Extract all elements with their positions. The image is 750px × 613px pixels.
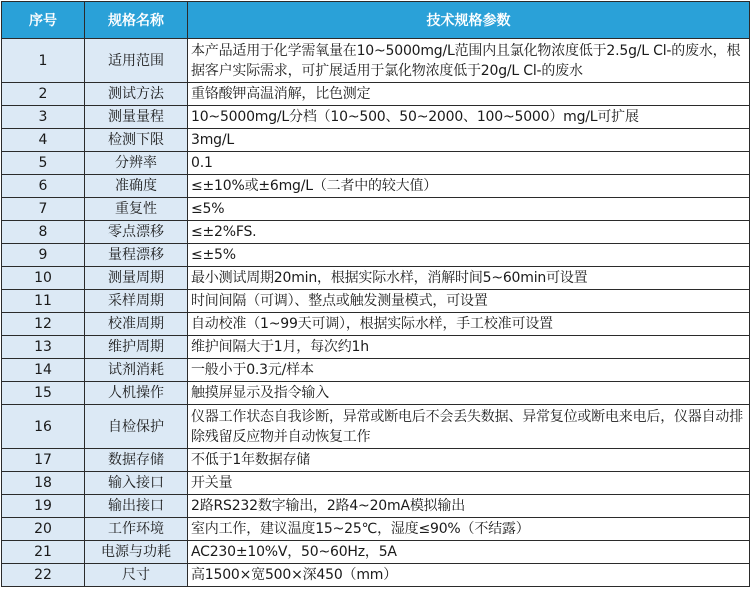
row-index: 16 — [2, 405, 85, 449]
table-row — [2, 198, 750, 221]
row-name: 准确度 — [85, 175, 188, 198]
row-desc: 0.1 — [188, 152, 750, 175]
table-row — [2, 472, 750, 495]
row-desc: 维护间隔大于1月，每次约1h — [188, 336, 750, 359]
row-name: 测试方法 — [85, 83, 188, 106]
row-name: 检测下限 — [85, 129, 188, 152]
row-name: 维护周期 — [85, 336, 188, 359]
row-index: 14 — [2, 359, 85, 382]
row-desc: ≤±10%或±6mg/L（二者中的较大值） — [188, 175, 750, 198]
row-index: 8 — [2, 221, 85, 244]
row-desc: 重铬酸钾高温消解，比色测定 — [188, 83, 750, 106]
table-row — [2, 290, 750, 313]
header-row — [2, 2, 750, 39]
table-row — [2, 244, 750, 267]
row-name: 重复性 — [85, 198, 188, 221]
row-index: 9 — [2, 244, 85, 267]
table-row — [2, 313, 750, 336]
row-name: 自检保护 — [85, 405, 188, 449]
table-row — [2, 564, 750, 587]
row-index: 1 — [2, 39, 85, 83]
row-name: 输入接口 — [85, 472, 188, 495]
header-name: 规格名称 — [85, 2, 188, 39]
row-name: 人机操作 — [85, 382, 188, 405]
row-index: 6 — [2, 175, 85, 198]
row-desc: 10~5000mg/L分档（10~500、50~2000、100~5000）mg/L可扩展 — [188, 106, 750, 129]
row-index: 10 — [2, 267, 85, 290]
header-index: 序号 — [2, 2, 85, 39]
row-name: 校准周期 — [85, 313, 188, 336]
row-index: 20 — [2, 518, 85, 541]
row-name: 测量周期 — [85, 267, 188, 290]
row-index: 7 — [2, 198, 85, 221]
row-index: 21 — [2, 541, 85, 564]
row-index: 19 — [2, 495, 85, 518]
row-desc: 3mg/L — [188, 129, 750, 152]
row-desc: 室内工作，建议温度15~25℃，湿度≤90%（不结露） — [188, 518, 750, 541]
row-desc: 开关量 — [188, 472, 750, 495]
table-row — [2, 382, 750, 405]
table-row — [2, 152, 750, 175]
row-desc: 自动校准（1~99天可调），根据实际水样，手工校准可设置 — [188, 313, 750, 336]
row-name: 输出接口 — [85, 495, 188, 518]
row-name: 尺寸 — [85, 564, 188, 587]
row-name: 试剂消耗 — [85, 359, 188, 382]
table-row — [2, 541, 750, 564]
row-index: 12 — [2, 313, 85, 336]
row-desc: 高1500×宽500×深450（mm） — [188, 564, 750, 587]
row-desc: 2路RS232数字输出，2路4~20mA模拟输出 — [188, 495, 750, 518]
row-desc: 不低于1年数据存储 — [188, 449, 750, 472]
row-desc: 最小测试周期20min，根据实际水样，消解时间5~60min可设置 — [188, 267, 750, 290]
row-name: 分辨率 — [85, 152, 188, 175]
row-index: 13 — [2, 336, 85, 359]
row-desc: ≤5% — [188, 198, 750, 221]
row-desc: ≤±5% — [188, 244, 750, 267]
row-desc: 一般小于0.3元/样本 — [188, 359, 750, 382]
row-index: 17 — [2, 449, 85, 472]
row-index: 5 — [2, 152, 85, 175]
table-row — [2, 221, 750, 244]
table-row — [2, 518, 750, 541]
row-name: 电源与功耗 — [85, 541, 188, 564]
row-name: 量程漂移 — [85, 244, 188, 267]
row-name: 适用范围 — [85, 39, 188, 83]
row-desc: 时间间隔（可调）、整点或触发测量模式，可设置 — [188, 290, 750, 313]
row-desc: 触摸屏显示及指令输入 — [188, 382, 750, 405]
row-desc: 仪器工作状态自我诊断，异常或断电后不会丢失数据、异常复位或断电来电后，仪器自动排除残留反应物并自动恢复工作 — [188, 405, 750, 449]
table-row — [2, 495, 750, 518]
spec-table — [1, 1, 750, 587]
row-name: 数据存储 — [85, 449, 188, 472]
row-index: 22 — [2, 564, 85, 587]
table-row — [2, 267, 750, 290]
table-row — [2, 106, 750, 129]
row-index: 11 — [2, 290, 85, 313]
table-row — [2, 175, 750, 198]
table-row — [2, 336, 750, 359]
row-name: 测量量程 — [85, 106, 188, 129]
row-index: 2 — [2, 83, 85, 106]
header-spec: 技术规格参数 — [188, 2, 750, 39]
row-index: 4 — [2, 129, 85, 152]
row-desc: 本产品适用于化学需氧量在10~5000mg/L范围内且氯化物浓度低于2.5g/L Cl-的废水，根据客户实际需求，可扩展适用于氯化物浓度低于20g/L Cl-的废水 — [188, 39, 750, 83]
row-index: 18 — [2, 472, 85, 495]
row-desc: ≤±2%FS. — [188, 221, 750, 244]
row-index: 15 — [2, 382, 85, 405]
table-row — [2, 405, 750, 449]
row-name: 采样周期 — [85, 290, 188, 313]
table-row — [2, 39, 750, 83]
row-name: 工作环境 — [85, 518, 188, 541]
row-desc: AC230±10%V，50~60Hz，5A — [188, 541, 750, 564]
table-row — [2, 449, 750, 472]
row-index: 3 — [2, 106, 85, 129]
row-name: 零点漂移 — [85, 221, 188, 244]
table-row — [2, 83, 750, 106]
table-row — [2, 359, 750, 382]
table-row — [2, 129, 750, 152]
